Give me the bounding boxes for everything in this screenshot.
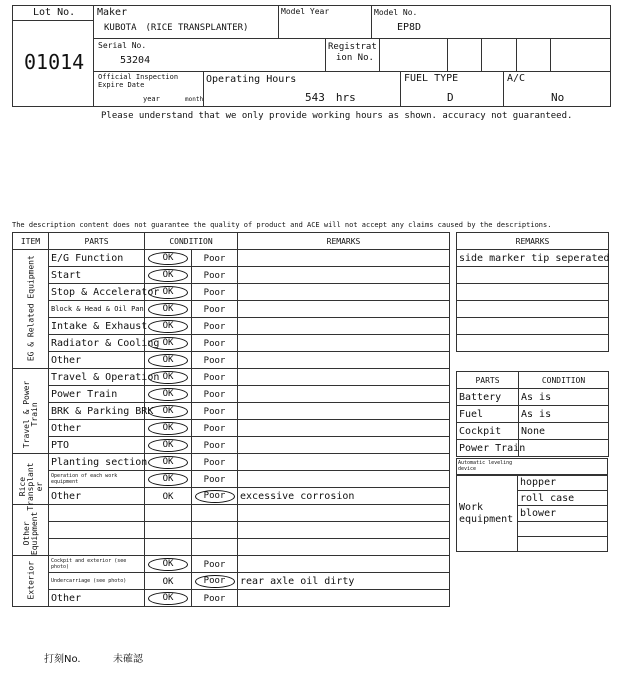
table-row <box>13 420 450 437</box>
part-cell: Other <box>49 488 145 505</box>
table-row <box>13 539 450 556</box>
poor-option: Poor <box>203 287 226 298</box>
side-part-cell: Power Train <box>457 440 519 457</box>
condition-poor-cell[interactable] <box>192 539 238 556</box>
item-group-cell <box>13 505 49 556</box>
remark-cell <box>238 505 450 522</box>
item-group-label: Rice Transplant er <box>17 462 44 511</box>
condition-ok-cell[interactable] <box>145 318 192 335</box>
condition-ok-cell[interactable] <box>145 539 192 556</box>
side-part-cell: Fuel <box>457 406 519 423</box>
poor-option: Poor <box>203 440 226 451</box>
remark-cell <box>238 267 450 284</box>
ok-circled: OK <box>148 456 188 469</box>
lot-value: 01014 <box>24 50 85 74</box>
remark-cell <box>238 454 450 471</box>
item-group-label: Travel & Power Train <box>21 380 39 448</box>
month-label: month <box>185 96 204 103</box>
side-remarks-row <box>457 301 609 318</box>
remark-cell <box>238 556 450 573</box>
side-parts-row <box>457 406 609 423</box>
item-group-cell <box>13 454 49 511</box>
condition-poor-cell[interactable] <box>192 301 238 318</box>
ac-label: A/C <box>507 73 526 84</box>
part-cell: Block & Head & Oil Pan <box>49 301 145 318</box>
remark-cell <box>238 301 450 318</box>
condition-poor-cell[interactable] <box>192 284 238 301</box>
ok-circled: OK <box>148 337 188 350</box>
ok-circled: OK <box>148 269 188 282</box>
side-condition-cell <box>519 440 609 457</box>
poor-option: Poor <box>203 338 226 349</box>
year-label: year <box>143 95 160 103</box>
side-remarks-row <box>457 267 609 284</box>
condition-ok-cell[interactable] <box>145 454 192 471</box>
side-remarks-row <box>457 250 609 267</box>
remark-cell <box>238 352 450 369</box>
ok-circled: OK <box>148 303 188 316</box>
part-cell: Intake & Exhaust <box>49 318 145 335</box>
condition-ok-cell[interactable] <box>145 284 192 301</box>
remark-cell <box>238 590 450 607</box>
condition-poor-cell[interactable] <box>192 420 238 437</box>
table-row <box>13 352 450 369</box>
poor-option: Poor <box>203 355 226 366</box>
condition-ok-cell[interactable] <box>145 590 192 607</box>
serial-label: Serial No. <box>98 41 147 50</box>
part-cell: Other <box>49 352 145 369</box>
inspection-table <box>12 232 450 607</box>
ok-option: OK <box>162 576 174 587</box>
condition-poor-cell[interactable] <box>192 590 238 607</box>
poor-option: Poor <box>203 406 226 417</box>
condition-poor-cell[interactable] <box>192 335 238 352</box>
leveling-label-1: Automatic leveling <box>458 460 513 466</box>
remark-cell <box>238 539 450 556</box>
poor-circled: Poor <box>195 490 235 503</box>
condition-poor-cell[interactable] <box>192 437 238 454</box>
remark-cell <box>238 318 450 335</box>
col-item-header: ITEM <box>13 233 49 250</box>
ok-circled: OK <box>148 422 188 435</box>
side-condition-cell: As is <box>519 389 609 406</box>
item-group-label: Exterior <box>25 560 35 599</box>
ok-circled: OK <box>148 388 188 401</box>
side-remarks-row <box>457 318 609 335</box>
side-remark-cell <box>457 335 609 352</box>
part-cell: Cockpit and exterior (see photo) <box>49 556 145 573</box>
lot-label: Lot No. <box>33 7 76 18</box>
ok-circled: OK <box>148 354 188 367</box>
table-row <box>13 454 450 471</box>
item-group-label: EG & Related Equipment <box>25 254 35 361</box>
side-condition-cell: As is <box>519 406 609 423</box>
ok-circled: OK <box>148 320 188 333</box>
remark-cell <box>238 335 450 352</box>
condition-poor-cell[interactable] <box>192 573 238 590</box>
col-parts-header: PARTS <box>49 233 145 250</box>
serial-value: 53204 <box>120 55 151 66</box>
side-remark-cell <box>457 284 609 301</box>
condition-ok-cell[interactable] <box>145 420 192 437</box>
poor-option: Poor <box>203 389 226 400</box>
table-row <box>13 556 450 573</box>
condition-ok-cell[interactable] <box>145 267 192 284</box>
condition-poor-cell[interactable] <box>192 505 238 522</box>
item-group-cell <box>13 556 49 607</box>
side-parts-header: PARTS <box>457 372 519 389</box>
ok-circled: OK <box>148 405 188 418</box>
part-cell: Radiator & Cooling <box>49 335 145 352</box>
part-cell <box>49 505 145 522</box>
leveling-label-2: device <box>458 466 477 472</box>
item-group-label: Other Equipment <box>21 511 39 555</box>
condition-poor-cell[interactable] <box>192 318 238 335</box>
part-cell: Travel & Operation <box>49 369 145 386</box>
poor-option: Poor <box>203 423 226 434</box>
remark-cell <box>238 403 450 420</box>
ok-option: OK <box>162 491 174 502</box>
ok-circled: OK <box>148 371 188 384</box>
condition-poor-cell[interactable] <box>192 488 238 505</box>
table-row <box>13 488 450 505</box>
poor-option: Poor <box>203 593 226 604</box>
remark-cell <box>238 420 450 437</box>
condition-ok-cell[interactable] <box>145 437 192 454</box>
condition-poor-cell[interactable] <box>192 471 238 488</box>
stamp-value: 未確認 <box>113 654 143 665</box>
table-row <box>13 301 450 318</box>
condition-poor-cell[interactable] <box>192 454 238 471</box>
side-remarks-row <box>457 335 609 352</box>
condition-ok-cell[interactable] <box>145 556 192 573</box>
side-parts-table <box>456 371 609 457</box>
inspection-label-1: Official Inspection <box>98 73 179 81</box>
table-row <box>13 386 450 403</box>
fuel-label: FUEL TYPE <box>404 73 459 84</box>
poor-circled: Poor <box>195 575 235 588</box>
remark-cell <box>238 386 450 403</box>
hours-label: Operating Hours <box>206 74 297 85</box>
poor-option: Poor <box>203 457 226 468</box>
condition-poor-cell[interactable] <box>192 267 238 284</box>
remark-cell <box>238 437 450 454</box>
condition-ok-cell[interactable] <box>145 522 192 539</box>
work-equipment-label-1: Work <box>459 502 484 513</box>
item-group-cell <box>13 250 49 369</box>
side-condition-header: CONDITION <box>519 372 609 389</box>
work-equipment-item: hopper <box>520 477 557 488</box>
part-cell: Start <box>49 267 145 284</box>
col-remarks-header: REMARKS <box>238 233 450 250</box>
ok-circled: OK <box>148 473 188 486</box>
ok-circled: OK <box>148 558 188 571</box>
model-no-label: Model No. <box>374 8 418 17</box>
ac-value: No <box>551 91 565 104</box>
part-cell: Power Train <box>49 386 145 403</box>
work-equipment-item: roll case <box>520 492 575 504</box>
ok-circled: OK <box>148 592 188 605</box>
registration-label-2: ion No. <box>336 53 374 63</box>
table-row <box>13 335 450 352</box>
model-no-value: EP8D <box>397 22 422 33</box>
condition-ok-cell[interactable] <box>145 573 192 590</box>
condition-ok-cell[interactable] <box>145 369 192 386</box>
part-cell: Planting section <box>49 454 145 471</box>
part-cell: BRK & Parking BRK <box>49 403 145 420</box>
ok-circled: OK <box>148 439 188 452</box>
poor-option: Poor <box>203 372 226 383</box>
condition-ok-cell[interactable] <box>145 488 192 505</box>
side-parts-row <box>457 389 609 406</box>
maker-label: Maker <box>97 7 128 18</box>
side-remark-cell <box>457 301 609 318</box>
table-row <box>13 437 450 454</box>
condition-poor-cell[interactable] <box>192 352 238 369</box>
condition-poor-cell[interactable] <box>192 369 238 386</box>
side-remark-cell <box>457 267 609 284</box>
part-cell <box>49 522 145 539</box>
table-row <box>13 318 450 335</box>
condition-ok-cell[interactable] <box>145 352 192 369</box>
part-cell <box>49 539 145 556</box>
condition-poor-cell[interactable] <box>192 403 238 420</box>
condition-ok-cell[interactable] <box>145 250 192 267</box>
side-remark-cell <box>457 318 609 335</box>
remark-cell <box>238 250 450 267</box>
condition-ok-cell[interactable] <box>145 471 192 488</box>
side-condition-cell: None <box>519 423 609 440</box>
poor-option: Poor <box>203 474 226 485</box>
ok-circled: OK <box>148 286 188 299</box>
side-part-cell: Cockpit <box>457 423 519 440</box>
part-cell: Other <box>49 420 145 437</box>
col-condition-header: CONDITION <box>145 233 238 250</box>
part-cell: Operation of each work equipment <box>49 471 145 488</box>
condition-ok-cell[interactable] <box>145 403 192 420</box>
part-cell: E/G Function <box>49 250 145 267</box>
condition-poor-cell[interactable] <box>192 250 238 267</box>
hours-value: 543 hrs <box>305 91 356 104</box>
side-remarks-row <box>457 284 609 301</box>
hours-notice: Please understand that we only provide working hours as shown. accuracy not guaranteed. <box>101 111 573 121</box>
poor-option: Poor <box>203 304 226 315</box>
part-cell: Other <box>49 590 145 607</box>
ok-circled: OK <box>148 252 188 265</box>
registration-label-1: Registrat <box>328 42 377 52</box>
poor-option: Poor <box>203 321 226 332</box>
part-cell: PTO <box>49 437 145 454</box>
remark-cell <box>238 284 450 301</box>
table-row <box>13 471 450 488</box>
condition-poor-cell[interactable] <box>192 556 238 573</box>
part-cell: Undercarriage (see photo) <box>49 573 145 590</box>
condition-ok-cell[interactable] <box>145 301 192 318</box>
side-parts-row <box>457 423 609 440</box>
condition-ok-cell[interactable] <box>145 386 192 403</box>
table-row <box>13 250 450 267</box>
maker-value: KUBOTA (RICE TRANSPLANTER) <box>104 23 249 33</box>
side-part-cell: Battery <box>457 389 519 406</box>
table-row <box>13 267 450 284</box>
work-equipment-label-2: equipment <box>459 514 514 525</box>
side-parts-row <box>457 440 609 457</box>
table-row <box>13 573 450 590</box>
side-remark-cell: side marker tip seperated <box>457 250 609 267</box>
disclaimer: The description content does not guarantee the quality of product and ACE will not accept any claims caused by the descriptions. <box>12 221 552 229</box>
model-year-label: Model Year <box>281 7 330 16</box>
item-group-cell <box>13 369 49 454</box>
inspection-label-2: Expire Date <box>98 81 145 89</box>
poor-option: Poor <box>203 559 226 570</box>
condition-ok-cell[interactable] <box>145 335 192 352</box>
stamp-label: 打刻No. <box>44 654 81 665</box>
table-row <box>13 522 450 539</box>
table-row <box>13 369 450 386</box>
side-remarks-header: REMARKS <box>457 233 609 250</box>
condition-poor-cell[interactable] <box>192 522 238 539</box>
part-cell: Stop & Accelerator <box>49 284 145 301</box>
side-remarks-table <box>456 232 609 352</box>
remark-cell <box>238 369 450 386</box>
poor-option: Poor <box>203 270 226 281</box>
table-row <box>13 403 450 420</box>
remark-cell: excessive corrosion <box>238 488 450 505</box>
table-row <box>13 505 450 522</box>
fuel-value: D <box>447 91 454 104</box>
remark-cell: rear axle oil dirty <box>238 573 450 590</box>
remark-cell <box>238 471 450 488</box>
poor-option: Poor <box>203 253 226 264</box>
condition-poor-cell[interactable] <box>192 386 238 403</box>
table-row <box>13 590 450 607</box>
remark-cell <box>238 522 450 539</box>
table-row <box>13 284 450 301</box>
work-equipment-item: blower <box>520 508 557 519</box>
condition-ok-cell[interactable] <box>145 505 192 522</box>
